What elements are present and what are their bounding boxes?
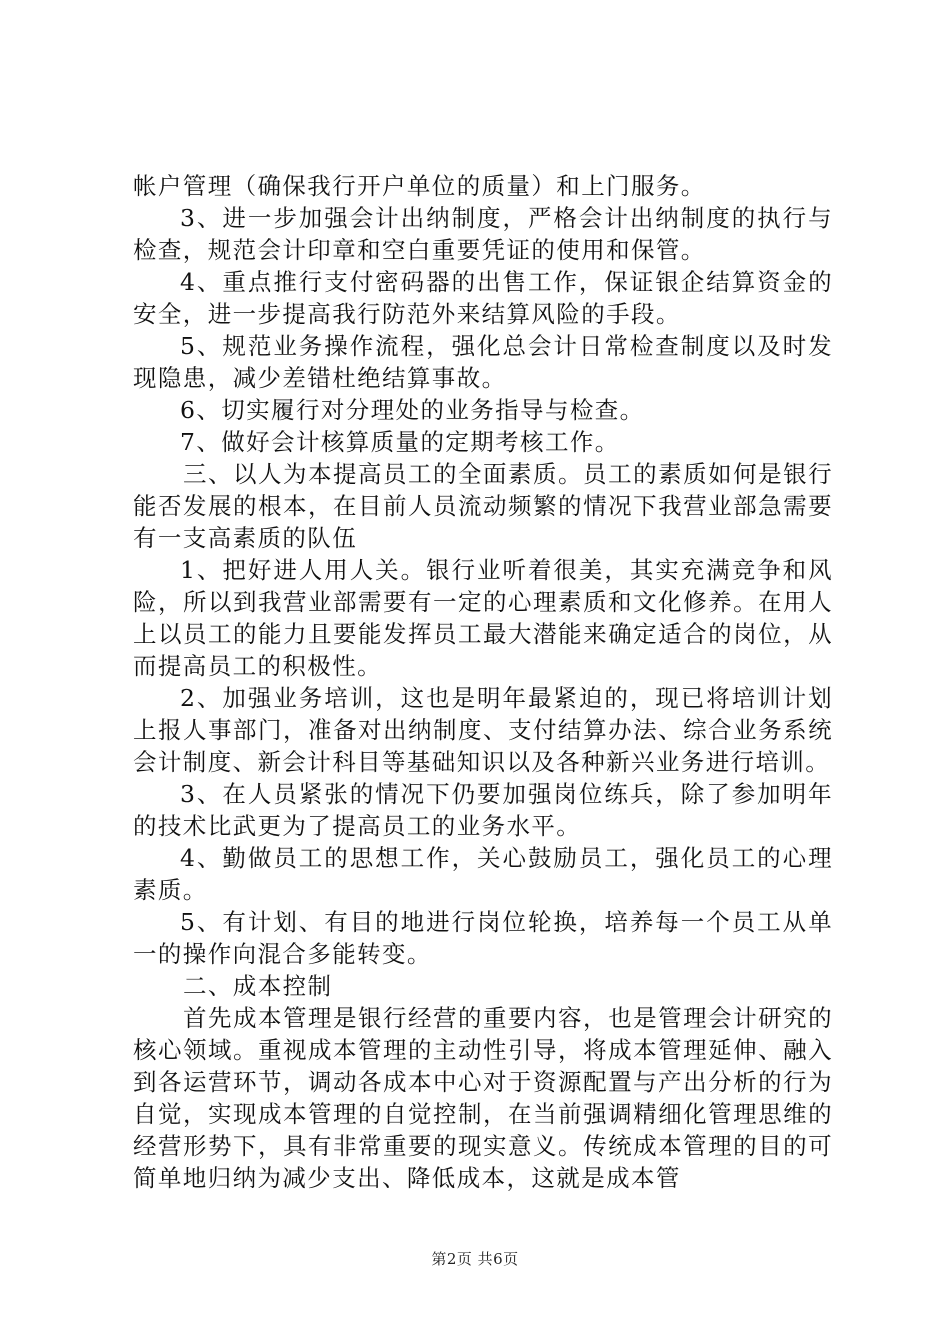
paragraph-6: 7、做好会计核算质量的定期考核工作。 <box>180 428 620 456</box>
paragraph-1: 帐户管理（确保我行开户单位的质量）和上门服务。 <box>133 172 706 200</box>
paragraph-9: 2、加强业务培训，这也是明年最紧迫的，现已将培训计划上报人事部门，准备对出纳制度、支付结算办法、综合业务系统会计制度、新会计科目等基础知识以及各种新兴业务进行培训。 <box>133 684 833 776</box>
paragraph-3: 4、重点推行支付密码器的出售工作，保证银企结算资金的安全，进一步提高我行防范外来结算风险的手段。 <box>133 268 833 328</box>
body-text <box>133 170 833 1194</box>
section-heading-3: 三、以人为本提高员工的全面素质。员工的素质如何是银行能否发展的根本，在目前人员流动频繁的情况下我营业部急需要有一支高素质的队伍 <box>133 460 833 552</box>
page-footer: 第2页 共6页 <box>431 1250 519 1268</box>
section-heading-cost-control: 二、成本控制 <box>183 972 333 1000</box>
paragraph-10: 3、在人员紧张的情况下仍要加强岗位练兵，除了参加明年的技术比武更为了提高员工的业务水平。 <box>133 780 833 840</box>
paragraph-11: 4、勤做员工的思想工作，关心鼓励员工，强化员工的心理素质。 <box>133 844 833 904</box>
paragraph-5: 6、切实履行对分理处的业务指导与检查。 <box>180 396 645 424</box>
paragraph-12: 5、有计划、有目的地进行岗位轮换，培养每一个员工从单一的操作向混合多能转变。 <box>133 908 833 968</box>
paragraph-2: 3、进一步加强会计出纳制度，严格会计出纳制度的执行与检查，规范会计印章和空白重要凭证的使用和保管。 <box>133 204 833 264</box>
paragraph-8: 1、把好进人用人关。银行业听着很美，其实充满竞争和风险，所以到我营业部需要有一定的心理素质和文化修养。在用人上以员工的能力且要能发挥员工最大潜能来确定适合的岗位，从而提高员工的积极性。 <box>133 556 833 680</box>
paragraph-14: 首先成本管理是银行经营的重要内容，也是管理会计研究的核心领域。重视成本管理的主动性引导，将成本管理延伸、融入到各运营环节，调动各成本中心对于资源配置与产出分析的行为自觉，实现成本管理的自觉控制，在当前强调精细化管理思维的经营形势下，具有非常重要的现实意义。传统成本管理的目的可简单地归纳为减少支出、降低成本，这就是成本管 <box>133 1004 833 1192</box>
paragraph-4: 5、规范业务操作流程，强化总会计日常检查制度以及时发现隐患，减少差错杜绝结算事故。 <box>133 332 833 392</box>
